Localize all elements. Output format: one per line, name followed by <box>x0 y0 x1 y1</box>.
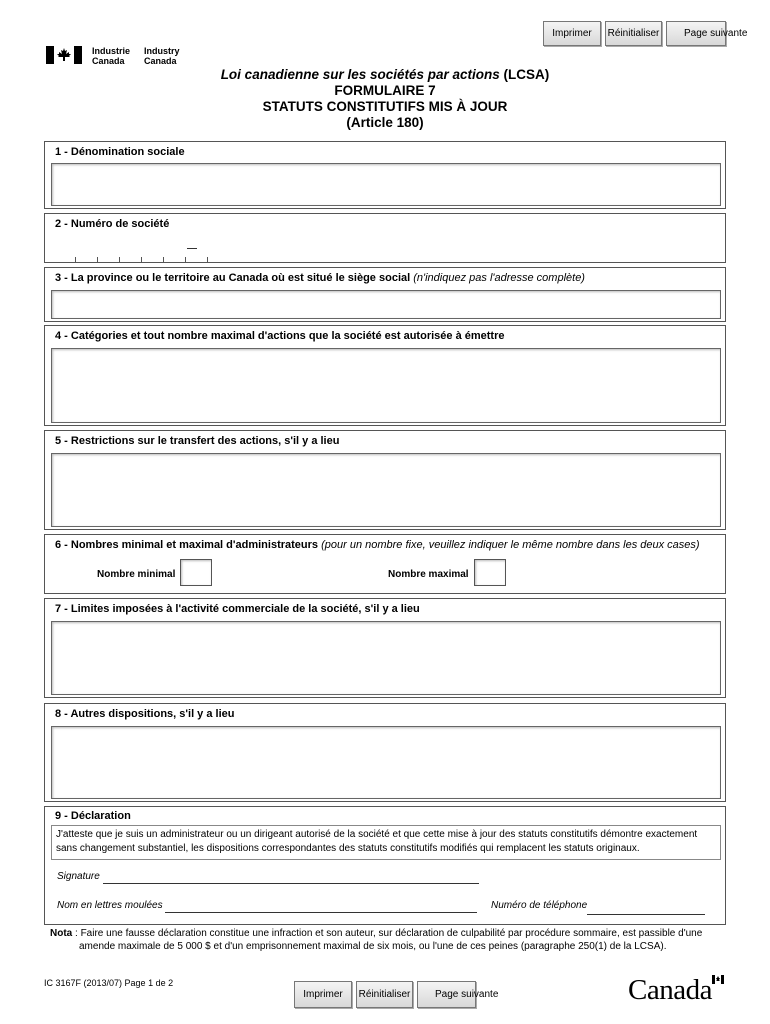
min-directors-input[interactable] <box>180 559 212 586</box>
section-5-transfer-restrictions <box>44 430 726 530</box>
corporation-number-input[interactable] <box>53 247 223 263</box>
name-print-label: Nom en lettres moulées <box>57 900 163 911</box>
section-8-label: 8 - Autres dispositions, s'il y a lieu <box>55 708 235 720</box>
form-code: IC 3167F (2013/07) Page 1 de 2 <box>44 978 174 988</box>
name-print-line[interactable] <box>165 912 477 913</box>
section-3-label: 3 - La province ou le territoire au Canada où est situé le siège social (n'indiquez pas l'adresse complète) <box>55 272 585 284</box>
max-directors-input[interactable] <box>474 559 506 586</box>
act-abbrev: (LCSA) <box>499 67 550 82</box>
declaration-text: J'atteste que je suis un administrateur ou un dirigeant autorisé de la société et que cette mise à jour des statuts constitutifs démontre exactement sans changement substantiel, les dispositions correspondantes des statuts constitutifs modifiés qui remplacent les statuts originaux. <box>51 825 721 860</box>
reset-button-bottom[interactable]: Réinitialiser <box>356 981 413 1008</box>
logo-text-fr: Industrie Canada <box>92 46 131 66</box>
section-8-other-provisions <box>44 703 726 802</box>
print-button-bottom[interactable]: Imprimer <box>294 981 352 1008</box>
next-page-button-bottom[interactable]: Page suivante <box>417 981 476 1008</box>
section-5-label: 5 - Restrictions sur le transfert des actions, s'il y a lieu <box>55 435 340 447</box>
section-3-province <box>44 267 726 322</box>
form-title <box>0 67 770 131</box>
form-name: STATUTS CONSTITUTIFS MIS À JOUR <box>262 99 508 114</box>
section-9-declaration <box>44 806 726 924</box>
section-2-label: 2 - Numéro de société <box>55 218 170 230</box>
max-directors-label: Nombre maximal <box>388 569 469 580</box>
section-9-label: 9 - Déclaration <box>55 810 131 822</box>
industry-canada-logo <box>46 46 180 66</box>
transfer-restrictions-input[interactable] <box>51 453 721 527</box>
print-button-top[interactable]: Imprimer <box>543 21 601 46</box>
section-1-label: 1 - Dénomination sociale <box>55 146 185 158</box>
business-restrictions-input[interactable] <box>51 621 721 695</box>
phone-line[interactable] <box>587 914 705 915</box>
reset-button-top[interactable]: Réinitialiser <box>605 21 662 46</box>
act-name: Loi canadienne sur les sociétés par actions <box>220 67 500 82</box>
signature-line[interactable] <box>103 883 479 884</box>
other-provisions-input[interactable] <box>51 726 721 799</box>
section-2-corporation-number <box>44 213 726 263</box>
form-article: (Article 180) <box>346 115 424 130</box>
wordmark-flag-icon <box>712 975 724 984</box>
canada-wordmark: Canada <box>628 974 712 1006</box>
share-classes-input[interactable] <box>51 348 721 423</box>
logo-text-en: Industry Canada <box>144 46 180 66</box>
province-input[interactable] <box>51 290 721 319</box>
section-4-label: 4 - Catégories et tout nombre maximal d'actions que la société est autorisée à émettre <box>55 330 505 342</box>
section-7-label: 7 - Limites imposées à l'activité commerciale de la société, s'il y a lieu <box>55 603 420 615</box>
form-number: FORMULAIRE 7 <box>334 83 436 98</box>
legal-note: Nota : Faire une fausse déclaration constitue une infraction et son auteur, sur déclaration de culpabilité par procédure sommaire, est passible d'une amende maximale de 5 000 $ et d'un emprisonnement maximal de six mois, ou l'une de ces peines (paragraphe 250(1) de la LCSA). <box>44 924 726 955</box>
section-7-business-restrictions <box>44 598 726 698</box>
signature-label: Signature <box>57 871 100 882</box>
section-6-directors <box>44 534 726 594</box>
corporate-name-input[interactable] <box>51 163 721 206</box>
canada-flag-icon <box>46 46 82 64</box>
min-directors-label: Nombre minimal <box>97 569 176 580</box>
phone-label: Numéro de téléphone <box>491 900 588 911</box>
section-1-corporate-name <box>44 141 726 209</box>
section-4-share-classes <box>44 325 726 426</box>
section-6-label: 6 - Nombres minimal et maximal d'administrateurs (pour un nombre fixe, veuillez indiquer le même nombre dans les deux cases) <box>55 539 700 551</box>
next-page-button-top[interactable]: Page suivante <box>666 21 726 46</box>
